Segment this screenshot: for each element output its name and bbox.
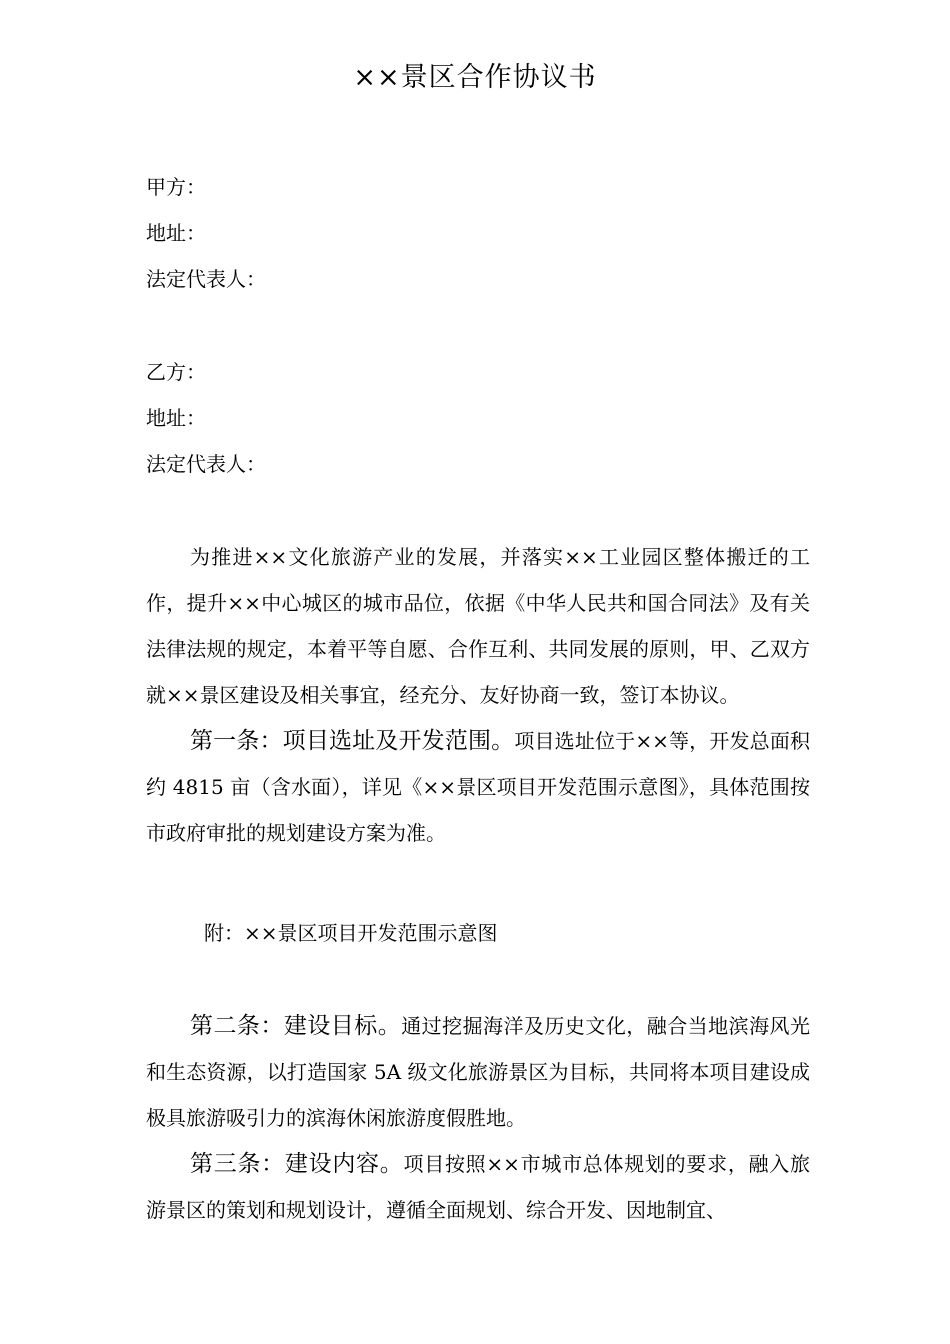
party-b-block — [146, 349, 806, 487]
preamble-paragraph: 为推进××文化旅游产业的发展，并落实××工业园区整体搬迁的工作，提升××中心城区的城市品位，依据《中华人民共和国合同法》及有关法律法规的规定，本着平等自愿、合作互利、共同发展的原则，甲、乙双方就××景区建设及相关事宜，经充分、友好协商一致，签订本协议。 — [146, 545, 810, 707]
party-a-representative-label: 法定代表人： — [146, 267, 266, 291]
article-2-heading: 第二条：建设目标。 — [190, 1013, 402, 1039]
article-2-paragraph — [146, 1003, 810, 1141]
party-b-name-label: 乙方： — [146, 360, 206, 384]
article-1-paragraph — [146, 718, 810, 856]
article-3-text: 项目按照××市城市总体规划的要求，融入旅游景区的策划和规划设计，遵循全面规划、综合开发、因地制宜、 — [146, 1152, 811, 1222]
article-1-heading: 第一条：项目选址及开发范围。 — [190, 728, 515, 754]
document-title: ××景区合作协议书 — [353, 62, 597, 93]
party-b-address-label: 地址： — [146, 406, 206, 430]
article-1-text: 项目选址位于××等，开发总面积约 4815 亩（含水面），详见《××景区项目开发范围示意图》，具体范围按市政府审批的规划建设方案为准。 — [146, 729, 811, 845]
article-2-text: 通过挖掘海洋及历史文化，融合当地滨海风光和生态资源，以打造国家 5A 级文化旅游景区为目标，共同将本项目建设成极具旅游吸引力的滨海休闲旅游度假胜地。 — [146, 1014, 811, 1130]
preamble-section — [146, 534, 810, 856]
party-b-representative-label: 法定代表人： — [146, 452, 266, 476]
party-a-address-label: 地址： — [146, 221, 206, 245]
article-3-paragraph — [146, 1141, 810, 1233]
party-a-block — [146, 164, 806, 302]
attachment-note: 附：××景区项目开发范围示意图 — [204, 921, 498, 945]
articles-section — [146, 1003, 810, 1233]
party-a-name-label: 甲方： — [146, 175, 206, 199]
article-3-heading: 第三条：建设内容。 — [190, 1151, 404, 1177]
